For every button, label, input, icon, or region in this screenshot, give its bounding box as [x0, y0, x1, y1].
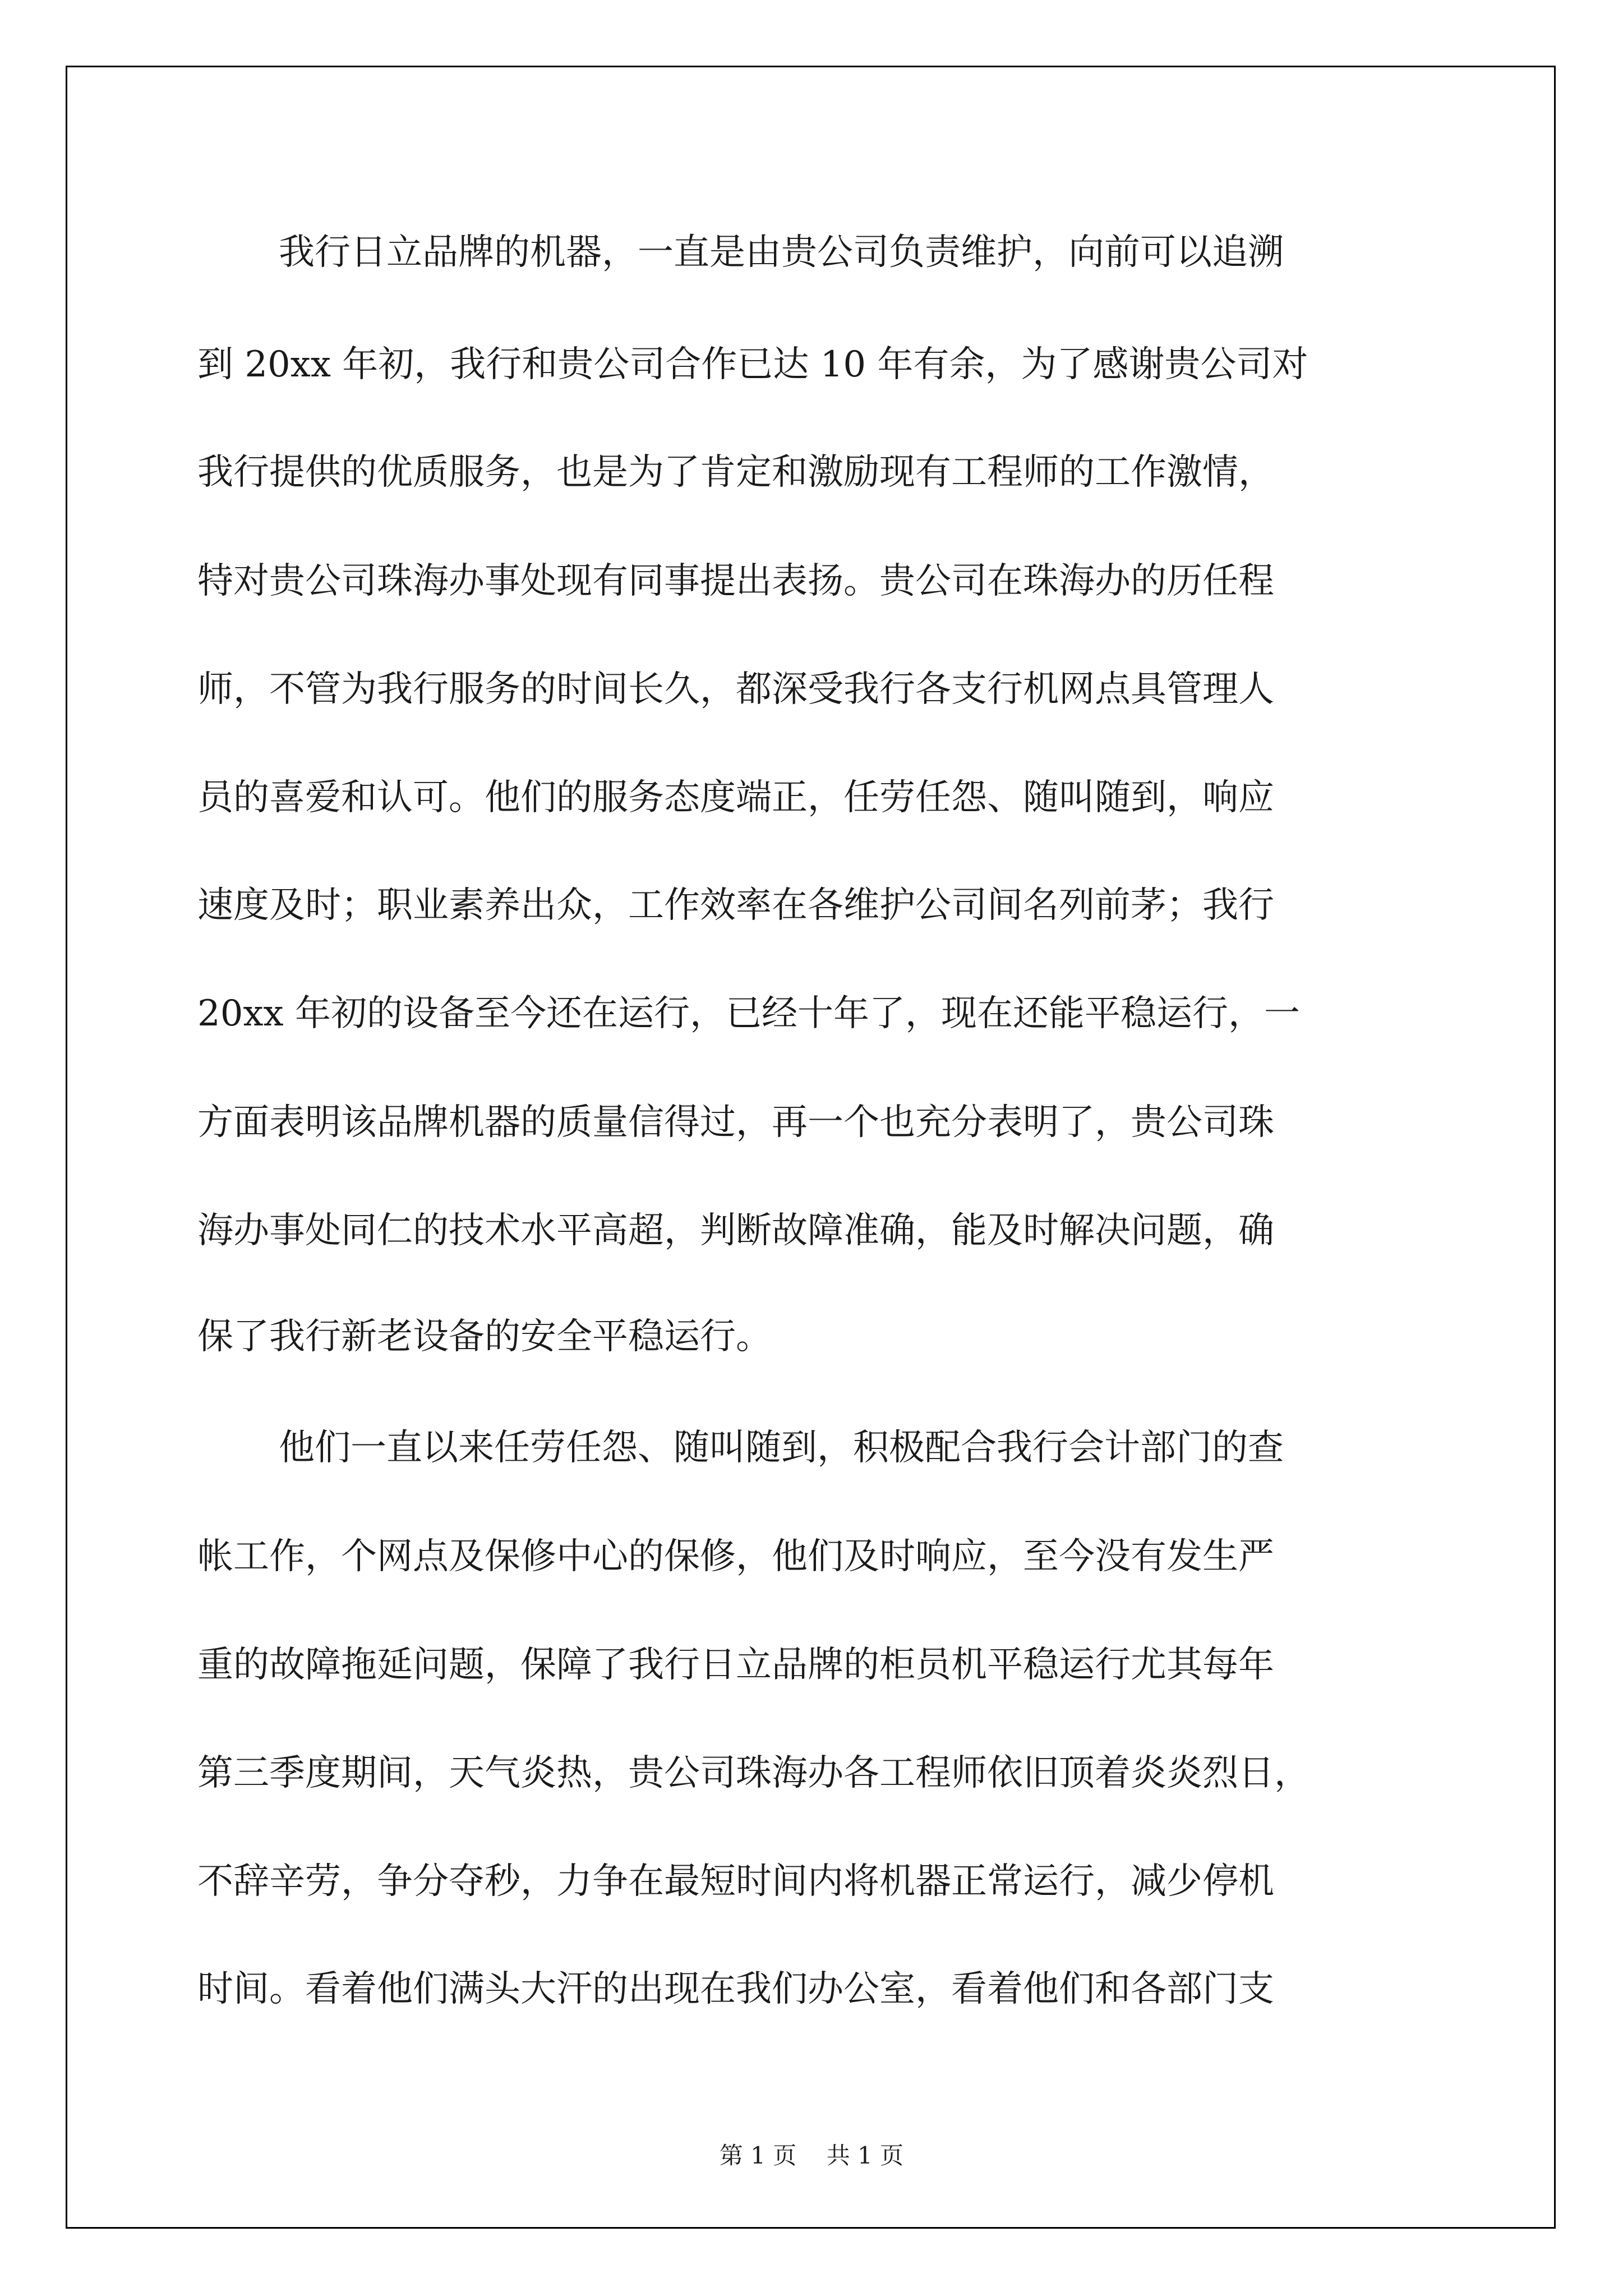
- paragraph-1-line-4: 特对贵公司珠海办事处现有同事提出表扬。贵公司在珠海办的历任程: [197, 560, 1274, 602]
- paragraph-1-line-10: 海办事处同仁的技术水平高超，判断故障准确，能及时解决问题，确: [197, 1210, 1274, 1251]
- paragraph-2-line-3: 重的故障拖延问题，保障了我行日立品牌的柜员机平稳运行尤其每年: [197, 1644, 1274, 1686]
- page-border: [66, 66, 1556, 2229]
- paragraph-1-line-5: 师，不管为我行服务的时间长久，都深受我行各支行机网点具管理人: [197, 669, 1274, 710]
- paragraph-2-line-5: 不辞辛劳，争分夺秒，力争在最短时间内将机器正常运行，减少停机: [197, 1861, 1274, 1902]
- paragraph-1-line-9: 方面表明该品牌机器的质量信得过，再一个也充分表明了，贵公司珠: [197, 1102, 1274, 1143]
- paragraph-1-line-3: 我行提供的优质服务，也是为了肯定和激励现有工程师的工作激情，: [197, 452, 1274, 493]
- paragraph-1-line-11: 保了我行新老设备的安全平稳运行。: [197, 1316, 772, 1358]
- paragraph-2-line-2: 帐工作，个网点及保修中心的保修，他们及时响应，至今没有发生严: [197, 1536, 1274, 1577]
- paragraph-1-line-6: 员的喜爱和认可。他们的服务态度端正，任劳任怨、随叫随到，响应: [197, 777, 1274, 818]
- paragraph-2-line-1: 他们一直以来任劳任怨、随叫随到，积极配合我行会计部门的查: [279, 1427, 1284, 1469]
- paragraph-1-line-7: 速度及时；职业素养出众，工作效率在各维护公司间名列前茅；我行: [197, 885, 1274, 926]
- paragraph-1-line-1: 我行日立品牌的机器，一直是由贵公司负责维护，向前可以追溯: [279, 232, 1284, 273]
- paragraph-1-line-8: 20xx 年初的设备至今还在运行，已经十年了，现在还能平稳运行，一: [197, 993, 1300, 1034]
- page-footer: 第 1 页 共 1 页: [719, 2142, 904, 2169]
- paragraph-2-line-6: 时间。看着他们满头大汗的出现在我们办公室，看着他们和各部门支: [197, 1968, 1274, 2010]
- paragraph-2-line-4: 第三季度期间，天气炎热，贵公司珠海办各工程师依旧顶着炎炎烈日，: [197, 1752, 1310, 1794]
- paragraph-1-line-2: 到 20xx 年初，我行和贵公司合作已达 10 年有余，为了感谢贵公司对: [197, 344, 1308, 385]
